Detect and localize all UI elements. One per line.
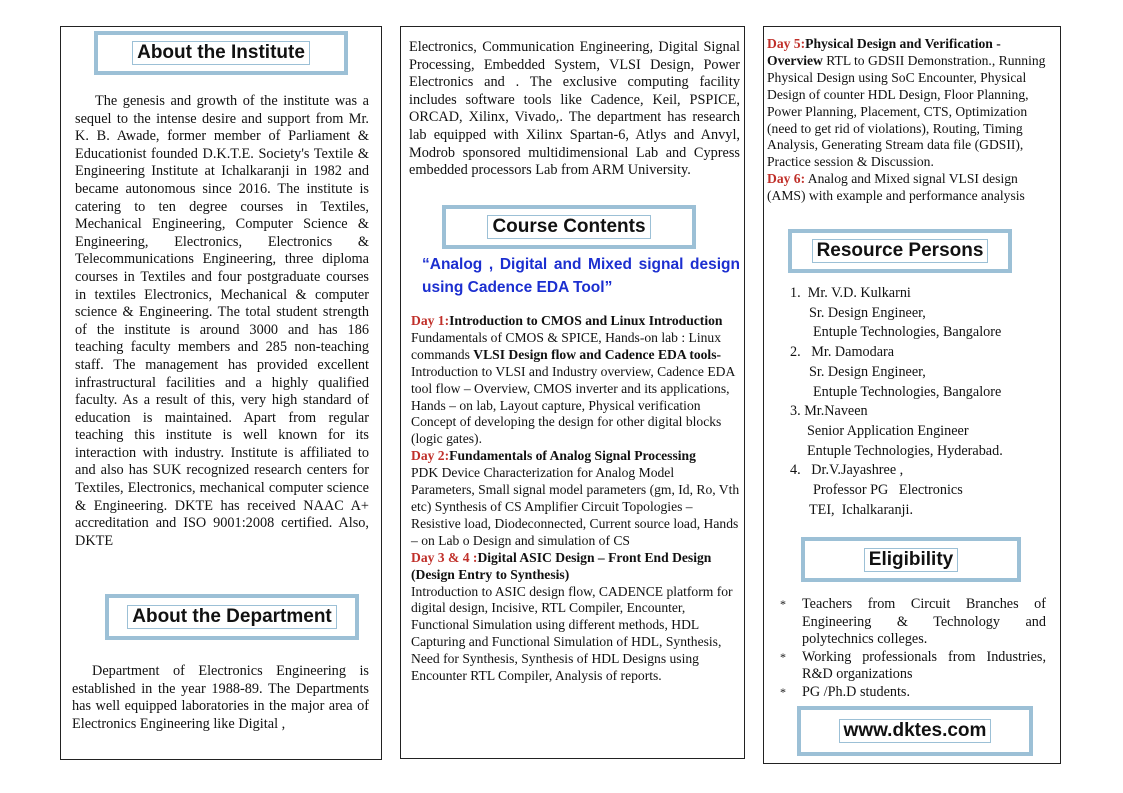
days-5-6 [767,36,1054,205]
about-department-heading-text: About the Department [127,605,337,629]
department-continuation-text: Electronics, Communication Engineering, Digital Signal Processing, Embedded System, VLSI Design, Power Electronics and . The exclusive computing facility includes software tools like Cadence, Keil, PSPICE, ORCAD, Xilinx, Vivado,. The department has research lab equipped with Xilinx Spartan-6, Atlys and Anvyl, Modrob sponsored multidimensional Lab and Cypress embedded processors Lab from ARM University. [409,39,740,179]
day34-block: Day 3 & 4 :Digital ASIC Design – Front End Design (Design Entry to Synthesis) Introduction to ASIC design flow, CADENCE platform for digital design, Incisive, RTL Compiler, Encounter, Functional Simulation using different methods, HDL Capturing and Functional Simulation of HDL, Synthesis, Need for Synthesis, Synthesis of HDL Designs using Encounter RTL Compiler, Analysis of reports. [411,549,733,684]
list-item: * Working professionals from Industries, R&D organizations [780,648,1046,683]
bullet-icon: * [780,649,786,664]
website-box [797,706,1033,756]
day6-block: Day 6: Analog and Mixed signal VLSI design (AMS) with example and performance analysis [767,171,1025,204]
bullet-icon: * [780,597,786,611]
day1-block: Day 1:Introduction to CMOS and Linux Introduction Fundamentals of CMOS & SPICE, Hands-on lab : Linux commands VLSI Design flow and Cadence EDA tools- Introduction to VLSI and Industry overview, Cadence EDA tool flow – Overview, CMOS inverter and its applications, Hands – on lab, Layout capture, Physical verification Concept of developing the design for other digital blocks (logic gates). [411,313,735,447]
course-tagline: “Analog , Digital and Mixed signal design using Cadence EDA Tool” [422,256,740,296]
eligibility-heading [801,537,1021,582]
course-days [411,313,740,685]
about-department-text: Department of Electronics Engineering is established in the year 1988-89. The Departments has well equipped laboratories in the major area of Electronics Engineering like Digital , [72,663,369,732]
resource-persons-heading [788,229,1012,273]
website-link[interactable]: www.dktes.com [839,719,992,743]
list-item: * PG /Ph.D students. [780,683,910,700]
list-item: * Teachers from Circuit Branches of Engineering & Technology and polytechnics colleges. [780,596,1046,648]
resource-persons-list [789,284,1059,520]
resource-person: 2. Mr. Damodara Sr. Design Engineer, Entuple Technologies, Bangalore [790,344,1002,400]
about-institute-heading [94,31,348,75]
day2-block: Day 2:Fundamentals of Analog Signal Processing PDK Device Characterization for Analog Model Parameters, Small signal model parameters (gm, Id, Ro, Vth etc) Synthesis of CS Amplifier Circuit Topologies – Resistive load, Diodeconnected, Current source load, Hands – on Lab o Design and simulation of CS [411,448,740,548]
about-department-heading [105,594,359,640]
course-contents-heading-text: Course Contents [487,215,650,239]
resource-person: 3. Mr.Naveen Senior Application Engineer Entuple Technologies, Hyderabad. [790,403,1003,459]
resource-person: 1. Mr. V.D. Kulkarni Sr. Design Engineer, Entuple Technologies, Bangalore [790,285,1002,341]
resource-person: 4. Dr.V.Jayashree , Professor PG Electronics TEI, Ichalkaranji. [790,462,963,518]
course-contents-heading [442,205,696,249]
eligibility-list [778,596,1046,702]
eligibility-heading-text: Eligibility [864,548,958,572]
about-institute-heading-text: About the Institute [132,41,310,65]
about-institute-text: The genesis and growth of the institute was a sequel to the intense desire and support from Mr. K. B. Awade, former member of Parliament & Educationist founded D.K.T.E. Society's Textile & Engineering Institute at Ichalkaranji in 1982 and became autonomous since 2016. The institute is catering to ten degree courses in Textiles, Mechanical Engineering, Computer Science & Engineering, Electronics, Electronics & Telecommunications Engineering, three diploma courses in Textiles and four postgraduate courses in textiles Electronics, Mechanical & computer science & Engineering. The total student strength of the institute is around 3000 and has 186 teaching faculty members and 285 non-teaching staff. The management has provided excellent infrastructural facilities and a highly qualified faculty. As a result of this, very high standard of education is maintained. Apart from regular teaching this institute is well known for its interaction with industry. Institute is affiliated to and also has SUK recognized research centers for Textiles, Electronics, mechanical computer science & Engineering. DKTE has received NAAC A+ accreditation and ISO 9001:2008 certified. Also, DKTE [75,93,369,549]
day5-block: Day 5:Physical Design and Verification - Overview RTL to GDSII Demonstration., Running Physical Design using SoC Encounter, Physical Design of counter HDL Design, Floor Planning, Power Planning, Placement, CTS, Optimization (need to get rid of violations), Routing, Timing Analysis, Generating Stream data file (GDSII), Practice session & Discussion. [767,36,1046,170]
resource-persons-heading-text: Resource Persons [812,239,989,263]
bullet-icon: * [780,684,786,699]
